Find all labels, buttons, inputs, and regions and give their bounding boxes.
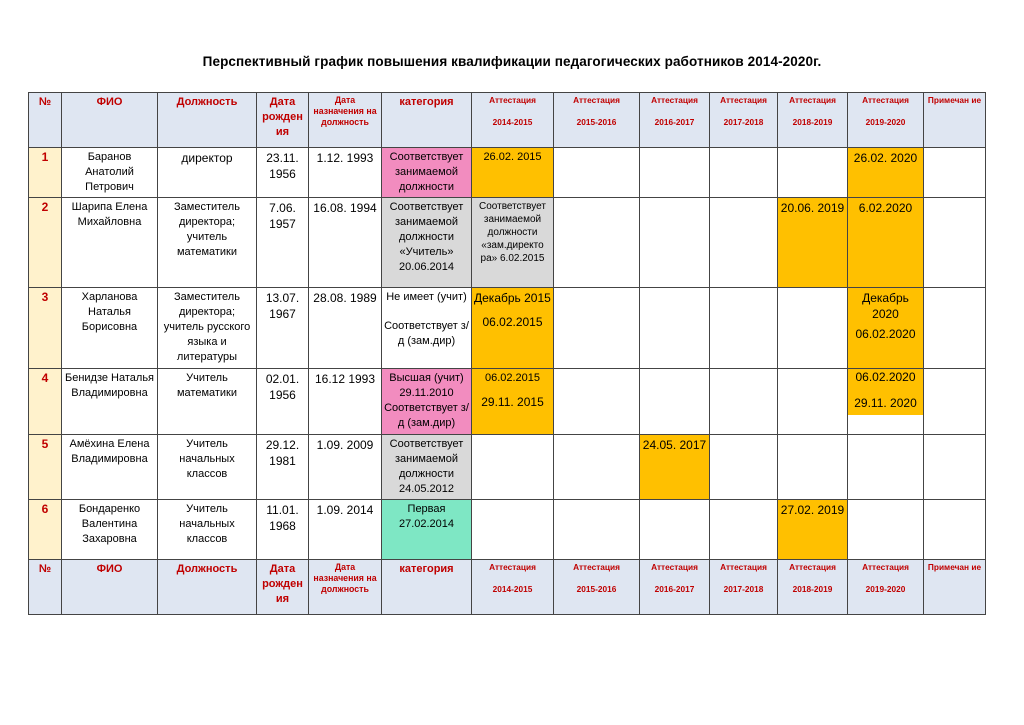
table-row — [29, 198, 986, 288]
header-notes: Примечан ие — [924, 560, 986, 615]
att-line: 29.11. 2015 — [481, 395, 544, 409]
header-appointed: Дата назначения на должность — [309, 560, 382, 615]
header-year: 2018-2019 — [792, 584, 833, 594]
table-row — [29, 435, 986, 500]
header-att-2018-2019 — [778, 560, 848, 615]
att-line: Декабрь 2015 — [474, 291, 551, 305]
row-category: Первая 27.02.2014 — [382, 500, 472, 560]
row-att-2014-2015 — [472, 435, 554, 500]
row-att-2019-2020 — [848, 288, 924, 369]
row-notes — [924, 288, 986, 369]
row-birth: 11.01. 1968 — [257, 500, 309, 560]
row-att-2019-2020: 6.02.2020 — [848, 198, 924, 288]
row-att-2018-2019 — [778, 148, 848, 198]
header-att-2015-2016 — [554, 560, 640, 615]
row-att-2019-2020: 26.02. 2020 — [848, 148, 924, 198]
row-att-2019-2020 — [848, 369, 924, 435]
row-notes — [924, 198, 986, 288]
header-appointed: Дата назначения на должность — [309, 93, 382, 148]
header-birth: Дата рожден ия — [257, 560, 309, 615]
row-att-2015-2016 — [554, 435, 640, 500]
row-num: 6 — [29, 500, 62, 560]
row-att-2019-2020 — [848, 435, 924, 500]
att-line: Декабрь 2020 — [862, 291, 909, 321]
row-att-2016-2017 — [640, 148, 710, 198]
row-fio: Баранов Анатолий Петрович — [62, 148, 158, 198]
row-att-2018-2019 — [778, 369, 848, 435]
row-birth: 23.11. 1956 — [257, 148, 309, 198]
header-year: 2014-2015 — [492, 584, 533, 594]
row-appointed: 16.08. 1994 — [309, 198, 382, 288]
table-row — [29, 369, 986, 435]
header-num: № — [29, 560, 62, 615]
row-appointed: 1.09. 2014 — [309, 500, 382, 560]
header-att-2019-2020 — [848, 560, 924, 615]
row-att-2019-2020 — [848, 500, 924, 560]
att-line: 06.02.2015 — [482, 315, 543, 329]
row-att-2014-2015 — [472, 369, 554, 435]
row-num: 5 — [29, 435, 62, 500]
header-year: 2018-2019 — [792, 117, 833, 127]
qualification-schedule-table — [28, 92, 986, 615]
row-notes — [924, 435, 986, 500]
row-att-2014-2015: 26.02. 2015 — [472, 148, 554, 198]
header-category: категория — [382, 560, 472, 615]
att-line: 06.02.2020 — [848, 369, 923, 385]
row-appointed: 28.08. 1989 — [309, 288, 382, 369]
row-notes — [924, 148, 986, 198]
row-num: 2 — [29, 198, 62, 288]
row-category — [382, 288, 472, 369]
header-year: 2019-2020 — [865, 117, 906, 127]
row-att-2015-2016 — [554, 500, 640, 560]
header-att-label: Аттестация — [862, 562, 909, 572]
header-year: 2017-2018 — [723, 117, 764, 127]
header-att-2018-2019 — [778, 93, 848, 148]
row-att-2015-2016 — [554, 148, 640, 198]
row-num: 3 — [29, 288, 62, 369]
header-att-label: Аттестация — [651, 95, 698, 105]
header-notes: Примечан ие — [924, 93, 986, 148]
header-birth: Дата рожден ия — [257, 93, 309, 148]
row-att-2016-2017: 24.05. 2017 — [640, 435, 710, 500]
header-year: 2015-2016 — [576, 117, 617, 127]
row-fio: Амёхина Елена Владимировна — [62, 435, 158, 500]
header-att-label: Аттестация — [720, 95, 767, 105]
row-appointed: 1.09. 2009 — [309, 435, 382, 500]
row-fio: Харланова Наталья Борисовна — [62, 288, 158, 369]
row-position: Учитель математики — [158, 369, 257, 435]
header-att-label: Аттестация — [789, 562, 836, 572]
header-year: 2016-2017 — [654, 117, 695, 127]
row-att-2017-2018 — [710, 369, 778, 435]
row-att-2017-2018 — [710, 198, 778, 288]
row-position: Заместитель директора; учитель математики — [158, 198, 257, 288]
row-att-2014-2015 — [472, 288, 554, 369]
row-category: Соответствует занимаемой должности 24.05.2012 — [382, 435, 472, 500]
row-att-2014-2015: Соответствует занимаемой должности «зам.директо ра» 6.02.2015 — [472, 198, 554, 288]
row-birth: 13.07. 1967 — [257, 288, 309, 369]
row-att-2018-2019: 27.02. 2019 — [778, 500, 848, 560]
row-position: директор — [158, 148, 257, 198]
category-line: Соответствует з/д (зам.дир) — [384, 320, 469, 347]
header-year: 2015-2016 — [576, 584, 617, 594]
header-att-label: Аттестация — [573, 95, 620, 105]
row-att-2015-2016 — [554, 198, 640, 288]
row-fio: Бенидзе Наталья Владимировна — [62, 369, 158, 435]
page-title: Перспективный график повышения квалификации педагогических работников 2014-2020г. — [202, 54, 822, 69]
header-year: 2019-2020 — [865, 584, 906, 594]
row-att-2014-2015 — [472, 500, 554, 560]
header-att-label: Аттестация — [862, 95, 909, 105]
row-att-2016-2017 — [640, 198, 710, 288]
header-att-2015-2016 — [554, 93, 640, 148]
header-att-2019-2020 — [848, 93, 924, 148]
header-year: 2016-2017 — [654, 584, 695, 594]
header-att-2016-2017 — [640, 93, 710, 148]
category-line: Не имеет (учит) — [386, 291, 467, 303]
row-appointed: 1.12. 1993 — [309, 148, 382, 198]
row-att-2017-2018 — [710, 148, 778, 198]
row-att-2015-2016 — [554, 369, 640, 435]
row-att-2016-2017 — [640, 288, 710, 369]
row-num: 1 — [29, 148, 62, 198]
row-category: Соответствует занимаемой должности «Учитель» 20.06.2014 — [382, 198, 472, 288]
header-att-label: Аттестация — [651, 562, 698, 572]
row-notes — [924, 369, 986, 435]
header-att-2017-2018 — [710, 93, 778, 148]
row-att-2018-2019 — [778, 435, 848, 500]
row-num: 4 — [29, 369, 62, 435]
row-att-2017-2018 — [710, 435, 778, 500]
row-fio: Шарипа Елена Михайловна — [62, 198, 158, 288]
row-notes — [924, 500, 986, 560]
header-att-label: Аттестация — [489, 562, 536, 572]
row-att-2017-2018 — [710, 288, 778, 369]
header-att-2016-2017 — [640, 560, 710, 615]
header-position: Должность — [158, 93, 257, 148]
row-att-2018-2019 — [778, 288, 848, 369]
row-att-2016-2017 — [640, 369, 710, 435]
header-num: № — [29, 93, 62, 148]
table-row — [29, 288, 986, 369]
table-row — [29, 500, 986, 560]
row-att-2018-2019: 20.06. 2019 — [778, 198, 848, 288]
row-position: Заместитель директора; учитель русского языка и литературы — [158, 288, 257, 369]
row-fio: Бондаренко Валентина Захаровна — [62, 500, 158, 560]
row-birth: 7.06. 1957 — [257, 198, 309, 288]
header-att-label: Аттестация — [489, 95, 536, 105]
header-year: 2014-2015 — [492, 117, 533, 127]
header-category: категория — [382, 93, 472, 148]
header-position: Должность — [158, 560, 257, 615]
row-appointed: 16.12 1993 — [309, 369, 382, 435]
row-birth: 02.01. 1956 — [257, 369, 309, 435]
att-line: 06.02.2015 — [484, 372, 541, 384]
header-fio: ФИО — [62, 560, 158, 615]
att-line: 06.02.2020 — [855, 327, 916, 341]
row-att-2015-2016 — [554, 288, 640, 369]
header-year: 2017-2018 — [723, 584, 764, 594]
row-category: Высшая (учит) 29.11.2010 Соответствует з/д (зам.дир) — [382, 369, 472, 435]
row-att-2016-2017 — [640, 500, 710, 560]
header-att-2014-2015 — [472, 560, 554, 615]
table-footer-header-row — [29, 560, 986, 615]
row-birth: 29.12. 1981 — [257, 435, 309, 500]
row-att-2017-2018 — [710, 500, 778, 560]
row-position: Учитель начальных классов — [158, 435, 257, 500]
att-line: 29.11. 2020 — [848, 385, 923, 415]
header-att-label: Аттестация — [720, 562, 767, 572]
table-header-row — [29, 93, 986, 148]
header-att-2014-2015 — [472, 93, 554, 148]
table-row — [29, 148, 986, 198]
row-category: Соответствует занимаемой должности — [382, 148, 472, 198]
row-position: Учитель начальных классов — [158, 500, 257, 560]
header-att-label: Аттестация — [789, 95, 836, 105]
header-att-2017-2018 — [710, 560, 778, 615]
header-att-label: Аттестация — [573, 562, 620, 572]
header-fio: ФИО — [62, 93, 158, 148]
